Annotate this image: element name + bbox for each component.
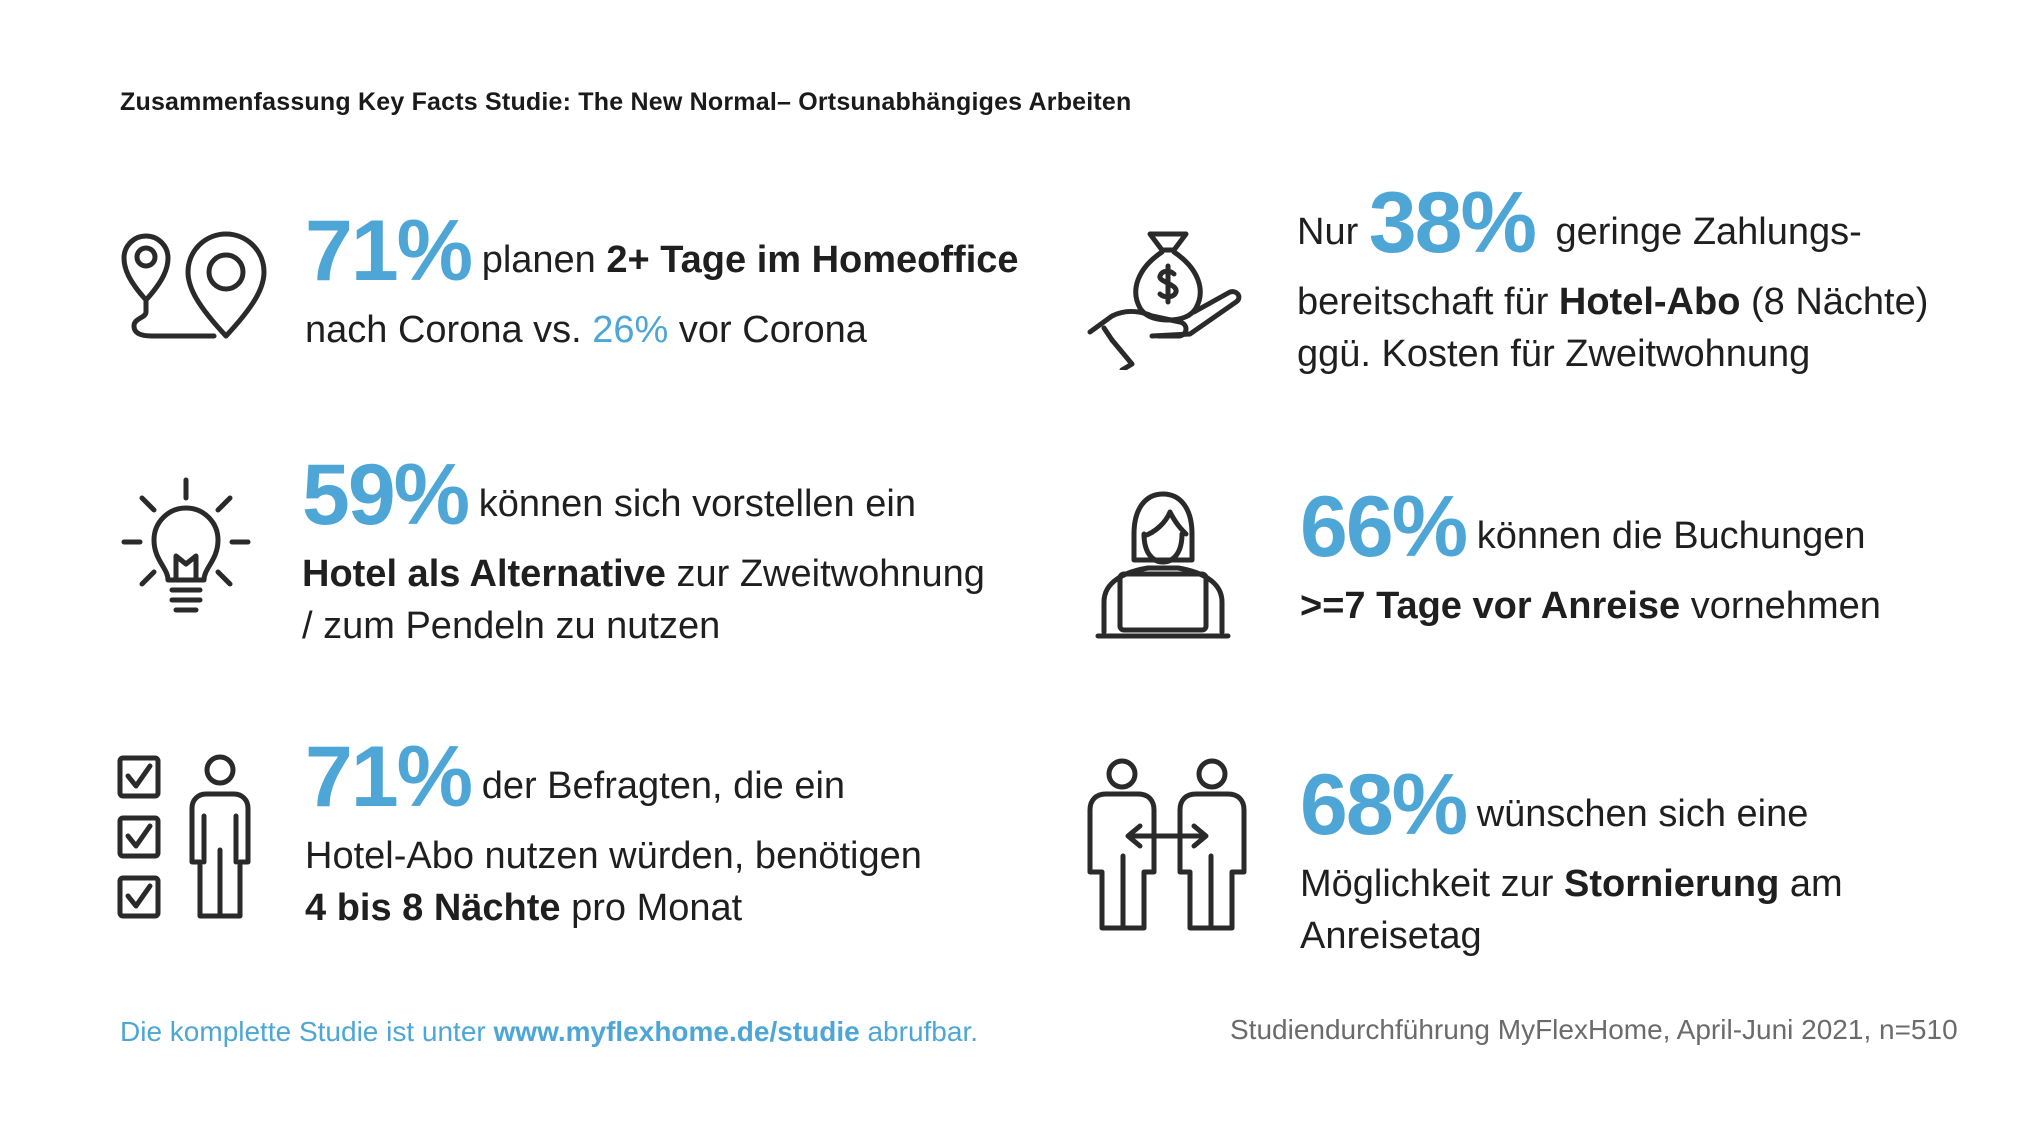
fact-homeoffice — [305, 203, 1019, 354]
footer-source: Studiendurchführung MyFlexHome, April-Juni 2021, n=510 — [1230, 1014, 1958, 1045]
fact-text: nach Corona vs. — [305, 309, 582, 351]
fact-bold-text: Hotel als Alternative — [302, 553, 666, 595]
fact-text: können sich vorstellen ein — [478, 483, 916, 525]
fact-text: wünschen sich eine — [1476, 793, 1809, 835]
fact-text: Anreisetag — [1300, 914, 1482, 957]
footer-text: Die komplette Studie ist unter — [120, 1016, 486, 1047]
fact-text: Möglichkeit zur — [1300, 863, 1554, 905]
fact-bold-text: 4 bis 8 Nächte — [305, 886, 561, 929]
fact-bold-text: Hotel-Abo — [1558, 281, 1741, 323]
percent-value: 38% — [1368, 175, 1535, 271]
location-pins-icon — [118, 222, 276, 346]
page-title: Zusammenfassung Key Facts Studie: The New Normal– Ortsunabhängiges Arbeiten — [120, 88, 1132, 116]
fact-text: Hotel-Abo nutzen würden, benötigen — [305, 835, 922, 877]
fact-text: (8 Nächte) — [1751, 281, 1929, 323]
footer-text: abrufbar. — [867, 1016, 979, 1047]
checklist-person-icon — [116, 754, 262, 922]
fact-text: bereitschaft für — [1297, 281, 1549, 323]
percent-value: 71% — [305, 729, 472, 825]
fact-text: ggü. Kosten für Zweitwohnung — [1297, 332, 1811, 375]
lightbulb-icon — [120, 476, 252, 618]
percent-value: 59% — [302, 447, 469, 543]
fact-cancellation — [1300, 757, 1843, 959]
percent-value: 71% — [305, 203, 472, 299]
footer-study-note — [120, 1016, 978, 1048]
fact-text: zur Zweitwohnung — [676, 553, 985, 595]
fact-text: am — [1789, 863, 1843, 905]
fact-text: der Befragten, die ein — [481, 765, 846, 807]
money-hand-icon — [1086, 228, 1246, 370]
exchange-people-icon — [1082, 756, 1252, 932]
fact-text: pro Monat — [571, 886, 743, 929]
fact-text: vor Corona — [678, 309, 867, 351]
person-laptop-icon — [1094, 490, 1232, 642]
fact-payment — [1297, 175, 1929, 377]
fact-hotel-alternative — [302, 447, 985, 649]
fact-text: planen — [481, 239, 596, 281]
fact-bold-text: Stornierung — [1563, 863, 1780, 905]
percent-value: 66% — [1300, 479, 1467, 575]
percent-value: 68% — [1300, 757, 1467, 853]
study-link[interactable]: www.myflexhome.de/studie — [493, 1016, 860, 1047]
fact-text: können die Buchungen — [1476, 515, 1866, 557]
fact-bold-text: 2+ Tage im Homeoffice — [606, 239, 1019, 281]
fact-nights — [305, 729, 922, 931]
fact-bold-text: >=7 Tage vor Anreise — [1300, 585, 1681, 627]
fact-booking — [1300, 479, 1881, 630]
fact-text: geringe Zahlungs- — [1555, 211, 1862, 253]
fact-prefix: Nur — [1297, 211, 1359, 253]
fact-text: vornehmen — [1690, 585, 1881, 627]
percent-inline: 26% — [592, 309, 669, 351]
fact-text: / zum Pendeln zu nutzen — [302, 604, 721, 647]
